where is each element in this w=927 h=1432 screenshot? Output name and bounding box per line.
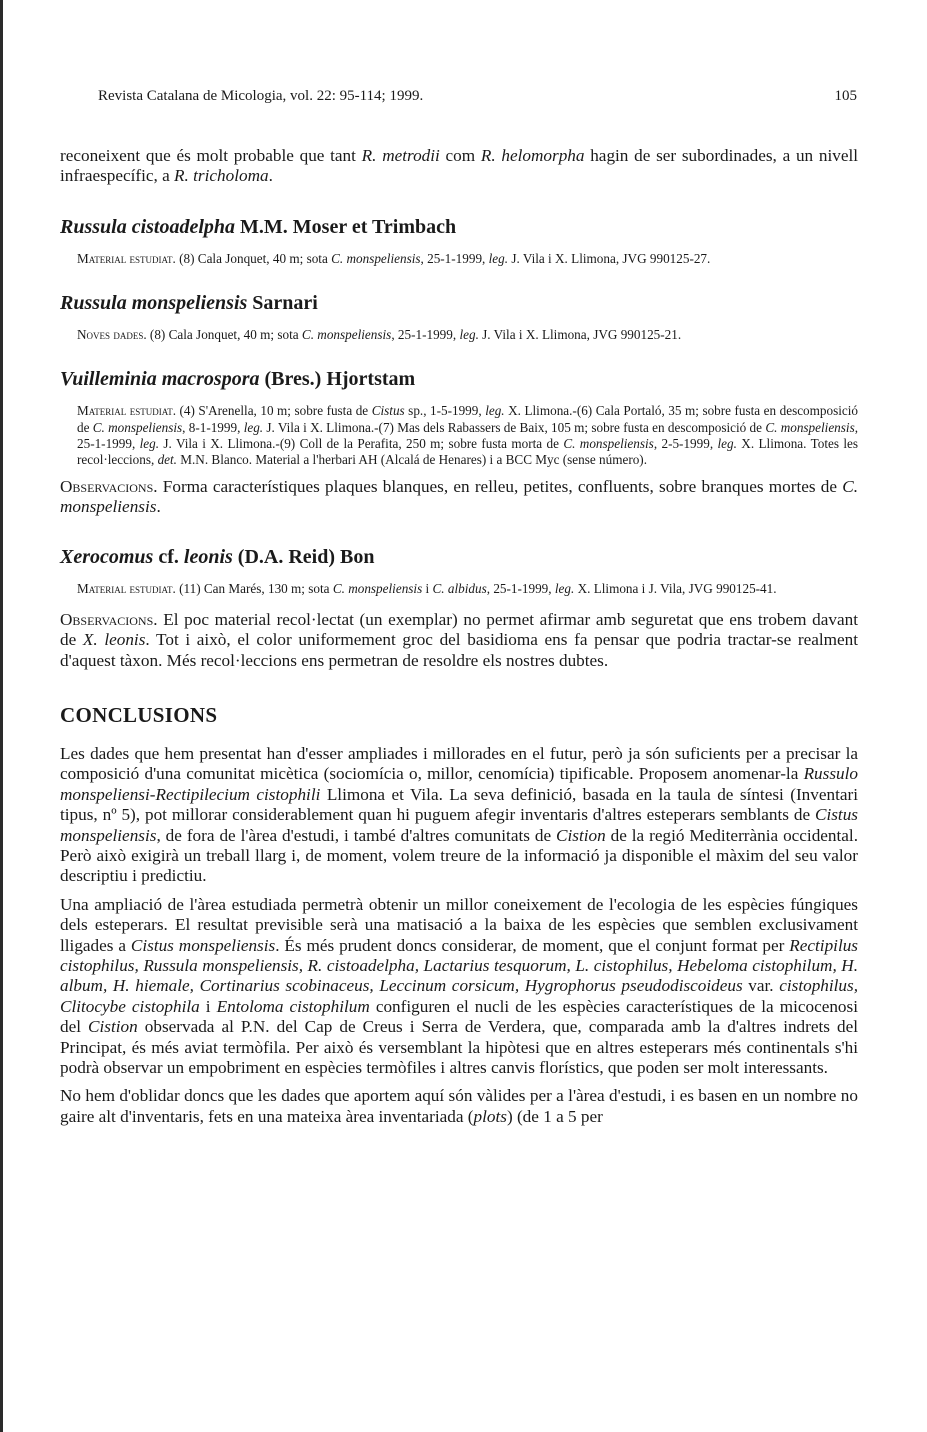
page-body xyxy=(60,146,858,1127)
material-studied: Material estudiat. (11) Can Marés, 130 m; sota C. monspeliensis i C. albidus, 25-1-1999, leg. X. Llimona i J. Vila, JVG 990125-41. xyxy=(77,581,777,597)
species-title-xerocomus-leonis: Xerocomus cf. leonis (D.A. Reid) Bon xyxy=(60,546,375,569)
species-title-russula-cistoadelpha: Russula cistoadelpha M.M. Moser et Trimbach xyxy=(60,215,457,238)
species-title-vuilleminia-macrospora: Vuilleminia macrospora (Bres.) Hjortstam xyxy=(60,368,416,391)
new-data: Noves dades. (8) Cala Jonquet, 40 m; sota C. monspeliensis, 25-1-1999, leg. J. Vila i X. Llimona, JVG 990125-21. xyxy=(77,327,682,343)
page-edge-line xyxy=(0,0,3,1432)
material-studied: Material estudiat. (8) Cala Jonquet, 40 m; sota C. monspeliensis, 25-1-1999, leg. J. Vila i X. Llimona, JVG 990125-27. xyxy=(77,250,711,266)
conclusions-paragraph-1: Les dades que hem presentat han d'esser ampliades i millorades en el futur, però ja són suficients per a precisar la composició d'una comunitat micètica (sociomícia o, millor, cenomícia) tipificable. Proposem anomenar-la Russulo monspeliensi-Rectipilecium cistophili Llimona et Vila. La seva definició, basada en la taula de síntesi (Inventari tipus, nº 5), pot millorar considerablement quan hi puguem afegir inventaris d'altres esteperars semblants de Cistus monspeliensis, de fora de l'àrea d'estudi, i també d'altres comunitats de Cistion de la regió Mediterrània occidental. Però això exigirà un treball llarg i, de moment, volem treure de la informació ja disponible el màxim del seu valor descriptiu i predictiu. xyxy=(60,743,858,886)
conclusions-paragraph-2: Una ampliació de l'àrea estudiada permetrà obtenir un millor coneixement de l'ecologia de les espècies fúngiques dels esteperars. El resultat previsible serà una matisació a la baixa de les espècies que semblen exclusivament lligades a Cistus monspeliensis. És més prudent doncs considerar, de moment, que el conjunt format per Rectipilus cistophilus, Russula monspeliensis, R. cistoadelpha, Lactarius tesquorum, L. cistophilus, Hebeloma cistophilum, H. album, H. hiemale, Cortinarius scobinaceus, Leccinum corsicum, Hygrophorus pseudodiscoideus var. cistophilus, Clitocybe cistophila i Entoloma cistophilum configuren el nucli de les espècies característiques de la micocenosi del Cistion observada al P.N. del Cap de Creus i Serra de Verdera, que, comparada amb la d'altres indrets del Principat, és més aviat termòfila. Per això és versemblant la hipòtesi que en altres esteperars més continentals s'hi podrà observar un empobriment en espècies termòfiles i altres canvis florístics, que poden ser molt interessants. xyxy=(60,894,859,1078)
material-studied: Material estudiat. (4) S'Arenella, 10 m; sobre fusta de Cistus sp., 1-5-1999, leg. X. Llimona.-(6) Cala Portaló, 35 m; sobre fusta en descomposició de C. monspeliensis, 8-1-1999, leg. J. Vila i X. Llimona.-(7) Mas dels Rabassers de Baix, 105 m; sobre fusta en descomposició de C. monspeliensis, 25-1-1999, leg. J. Vila i X. Llimona.-(9) Coll de la Perafita, 250 m; sobre fusta morta de C. monspeliensis, 2-5-1999, leg. X. Llimona. Totes les recol·leccions, det. M.N. Blanco. Material a l'herbari AH (Alcalá de Henares) i a BCC Myc (sense número). xyxy=(77,403,859,468)
species-title-russula-monspeliensis: Russula monspeliensis Sarnari xyxy=(60,292,318,315)
running-head xyxy=(98,88,857,105)
observations-paragraph: Observacions. El poc material recol·lectat (un exemplar) no permet afirmar amb seguretat que ens trobem davant de X. leonis. Tot i això, el color uniformement groc del basidioma ens fa pensar que podria tractar-se realment d'aquest tàxon. Més recol·leccions ens permetran de resoldre els nostres dubtes. xyxy=(60,609,858,670)
conclusions-paragraph-3: No hem d'oblidar doncs que les dades que aportem aquí són vàlides per a l'àrea d'estudi, i es basen en un nombre no gaire alt d'inventaris, fets en una mateixa àrea inventariada (plots) (de 1 a 5 per xyxy=(60,1086,858,1126)
observations-paragraph: Observacions. Forma característiques plaques blanques, en relleu, petites, confluents, sobre branques mortes de C. monspeliensis. xyxy=(60,476,858,516)
page-number: 105 xyxy=(834,88,857,104)
intro-paragraph: reconeixent que és molt probable que tant R. metrodii com R. helomorpha hagin de ser subordinades, a un nivell infraespecífic, a R. tricholoma. xyxy=(60,146,859,186)
section-heading-conclusions: CONCLUSIONS xyxy=(60,702,218,727)
journal-citation: Revista Catalana de Micologia, vol. 22: 95-114; 1999. xyxy=(98,88,424,104)
